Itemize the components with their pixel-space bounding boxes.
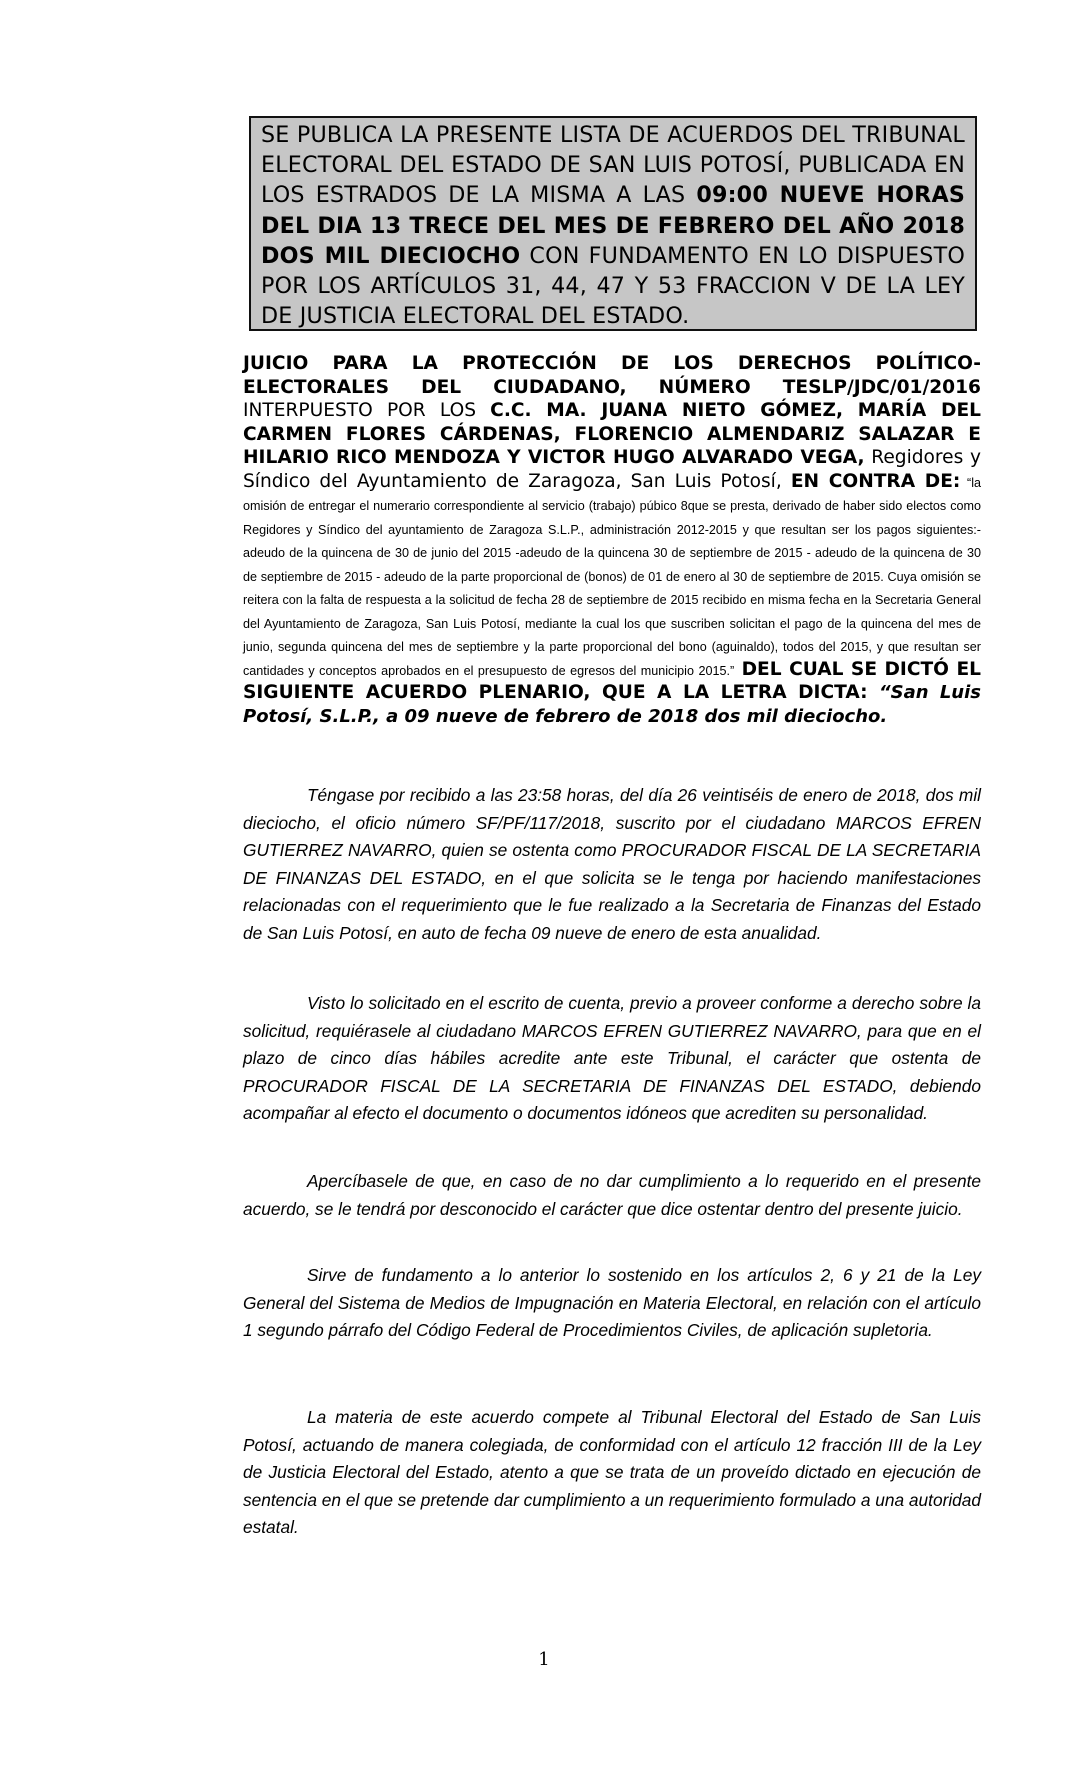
paragraph-competence: La materia de este acuerdo compete al Tribunal Electoral del Estado de San Luis Potosí, actuando de manera colegiada, de conformidad con el artículo 12 fracción III de la Ley de Justicia Electoral del Estado, atento a que se trata de un proveído dictado en ejecución de sentencia en el que se pretende dar cumplimiento a un requerimiento formulado a una autoridad estatal.: [243, 1407, 981, 1538]
paragraph-warning: Apercíbasele de que, en caso de no dar cumplimiento a lo requerido en el presente acuerdo, se le tendrá por desconocido el carácter que dice ostentar dentro del presente juicio.: [243, 1171, 981, 1219]
case-title: JUICIO PARA LA PROTECCIÓN DE LOS DERECHOS POLÍTICO-ELECTORALES DEL CIUDADANO, NÚMERO TESLP/JDC/01/2016: [243, 353, 981, 398]
paragraph-legal-basis: Sirve de fundamento a lo anterior lo sostenido en los artículos 2, 6 y 21 de la Ley General del Sistema de Medios de Impugnación en Materia Electoral, en relación con el artículo 1 segundo párrafo del Código Federal de Procedimientos Civiles, de aplicación supletoria.: [243, 1265, 981, 1341]
case-heading-block: [243, 352, 981, 728]
agreement-date: “San Luis Potosí, S.L.P., a 09 nueve de febrero de 2018 dos mil dieciocho.: [243, 682, 982, 727]
parties-roles: Regidores y Síndico del Ayuntamiento de Zaragoza, San Luis Potosí,: [243, 447, 982, 492]
filed-by-label: INTERPUESTO POR LOS: [243, 400, 491, 421]
paragraph-requirement: Visto lo solicitado en el escrito de cuenta, previo a proveer conforme a derecho sobre la solicitud, requiérasele al ciudadano MARCOS EFREN GUTIERREZ NAVARRO, para que en el plazo de cinco días hábiles acredite ante este Tribunal, el carácter que ostenta de PROCURADOR FISCAL DE LA SECRETARIA DE FINANZAS DEL ESTADO, debiendo acompañar al efecto el documento o documentos idóneos que acrediten su personalidad.: [243, 993, 981, 1124]
notice-text-2: CON FUNDAMENTO EN LO DISPUESTO POR LOS ARTÍCULOS 31, 44, 47 Y 53 FRACCION V DE LA LEY DE JUSTICIA ELECTORAL DEL ESTADO.: [261, 242, 965, 330]
notice-date-bold: 09:00 NUEVE HORAS DEL DIA 13 TRECE DEL MES DE FEBRERO DEL AÑO 2018 DOS MIL DIECIOCHO: [261, 182, 965, 269]
notice-text-1: SE PUBLICA LA PRESENTE LISTA DE ACUERDOS DEL TRIBUNAL ELECTORAL DEL ESTADO DE SAN LUIS POTOSÍ, PUBLICADA EN LOS ESTRADOS DE LA MISMA A LAS: [261, 122, 965, 209]
against-label: EN CONTRA DE:: [790, 470, 961, 492]
publication-notice-box: [249, 116, 977, 331]
case-header: [243, 352, 981, 728]
claim-text: “la omisión de entregar el numerario correspondiente al servicio (trabajo) púbico 8que se presta, derivado de haber sido electos como Regidores y Síndico del ayuntamiento de Zaragoza S.L.P., administración 2012-2015 y que resultan ser los pagos siguientes:- adeudo de la quincena de 30 de junio del 2015 -adeudo de la quincena 30 de septiembre de 2015 - adeudo de la quincena de 30 de septiembre de 2015 - adeudo de la parte proporcional de (bonos) de 01 de enero al 30 de septiembre de 2015. Cuya omisión se reitera con la falta de respuesta a la solicitud de fecha 28 de septiembre de 2015 recibido en misma fecha en la Secretaria General del Ayuntamiento de Zaragoza, San Luis Potosí, mediante la cual los que suscriben solicitan el pago de la quincena del mes de junio, segunda quincena del mes de septiembre y la parte proporcional del bono (aguinaldo), todos del 2015, y que resultan ser cantidades y conceptos aprobados en el presupuesto de egresos del municipio 2015.”: [243, 475, 982, 678]
parties-names: C.C. MA. JUANA NIETO GÓMEZ, MARÍA DEL CARMEN FLORES CÁRDENAS, FLORENCIO ALMENDARIZ SALAZAR E HILARIO RICO MENDOZA Y VICTOR HUGO ALVARADO VEGA,: [243, 400, 981, 468]
agreement-intro: DEL CUAL SE DICTÓ EL SIGUIENTE ACUERDO PLENARIO, QUE A LA LETRA DICTA:: [243, 658, 981, 703]
page-number: 1: [538, 1649, 550, 1670]
paragraph-receipt: Téngase por recibido a las 23:58 horas, del día 26 veintiséis de enero de 2018, dos mil dieciocho, el oficio número SF/PF/117/2018, suscrito por el ciudadano MARCOS EFREN GUTIERREZ NAVARRO, quien se ostenta como PROCURADOR FISCAL DE LA SECRETARIA DE FINANZAS DEL ESTADO, en el que solicita se le tenga por haciendo manifestaciones relacionadas con el requerimiento que le fue realizado a la Secretaria de Finanzas del Estado de San Luis Potosí, en auto de fecha 09 nueve de enero de esta anualidad.: [243, 785, 981, 943]
